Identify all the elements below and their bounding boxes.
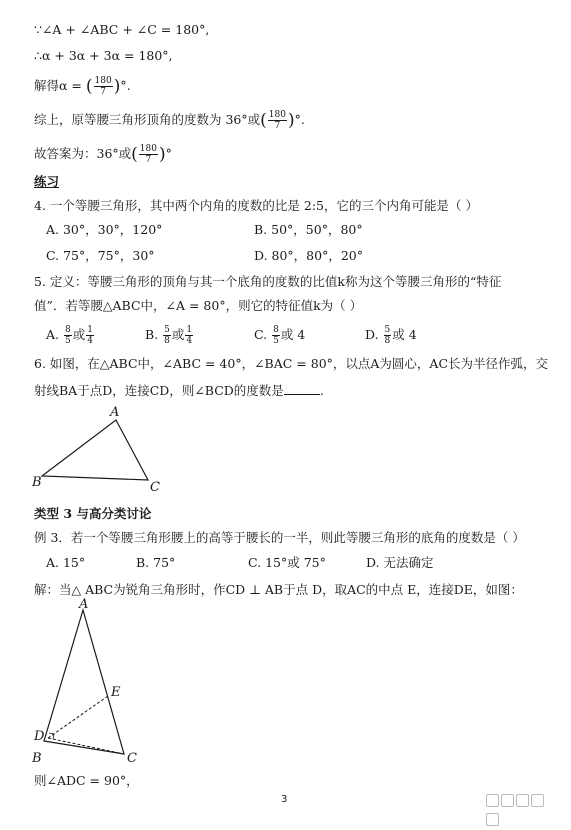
solution-line: 解：当△ ABC为锐角三角形时，作CD ⊥ AB于点 D，取AC的中点 E，连接DE，如图：	[34, 582, 523, 597]
numerator: 5	[384, 325, 391, 335]
toolbar-watermark-icon	[486, 792, 556, 806]
summary-line: 综上，原等腰三角形顶角的度数为 36°或( $\frac{180}{7}$ )°.	[34, 110, 305, 131]
proof-line-3: 解得α = ( $\frac{180}{7}$ )°.	[34, 76, 131, 97]
numerator: 8	[273, 325, 279, 335]
triangle-figure-2	[28, 596, 168, 766]
text: 故答案为：36°或	[34, 146, 132, 161]
label: A.	[46, 327, 60, 342]
text: 或 4	[392, 327, 417, 342]
fraction	[94, 76, 113, 97]
ex3-option-b: B. 75°	[136, 555, 176, 570]
text: 或 4	[280, 327, 306, 342]
fraction	[384, 325, 392, 346]
q5-option-c	[254, 325, 305, 346]
last-line: 则∠ADC = 90°，	[34, 773, 139, 788]
vertex-label-d: D	[34, 729, 45, 744]
text: .	[319, 383, 324, 398]
text: °	[165, 146, 172, 161]
text: 射线BA于点D，连接CD，则∠BCD的度数是	[34, 383, 284, 398]
denominator: 7	[100, 87, 106, 97]
numerator: 1	[87, 325, 93, 335]
answer-line: 故答案为：36°或( $\frac{180}{7}$ )°	[34, 144, 172, 165]
triangle-figure-1	[30, 404, 180, 496]
label: C.	[254, 327, 268, 342]
q6-stem-line-2	[34, 382, 324, 399]
denominator: 5	[65, 336, 71, 346]
q5-option-a	[46, 325, 95, 346]
q5-option-b	[145, 325, 194, 346]
numerator: 180	[268, 110, 286, 120]
fraction	[139, 144, 158, 165]
vertex-label-c: C	[127, 751, 137, 766]
q5-stem-line-2: 值”．若等腰△ABC中，∠A = 80°，则它的特征值k为（ ）	[34, 298, 363, 313]
vertex-label-a: A	[79, 597, 89, 612]
ex3-option-d: D. 无法确定	[366, 555, 434, 570]
q5-stem-line-1: 5. 定义：等腰三角形的顶角与其一个底角的度数的比值k称为这个等腰三角形的“特征	[34, 274, 502, 289]
vertex-label-e: E	[111, 685, 121, 700]
q5-option-d	[365, 325, 417, 346]
denominator: 7	[145, 155, 152, 165]
numerator: 5	[164, 325, 170, 335]
denominator: 8	[164, 336, 170, 346]
denominator: 8	[384, 336, 391, 346]
example3-stem: 例 3．若一个等腰三角形腰上的高等于腰长的一半，则此等腰三角形的底角的度数是（ ）	[34, 530, 525, 545]
numerator: 8	[65, 325, 71, 335]
fraction	[163, 325, 171, 346]
ex3-option-c: C. 15°或 75°	[248, 555, 326, 570]
triangle-abc-acute	[44, 610, 124, 754]
denominator: 4	[87, 336, 93, 346]
text: 综上，原等腰三角形顶角的度数为 36°或	[34, 112, 261, 127]
text: 或	[171, 327, 185, 342]
fraction	[272, 325, 280, 346]
ex3-option-a: A. 15°	[46, 555, 86, 570]
denominator: 7	[274, 121, 281, 131]
vertex-label-a: A	[110, 405, 120, 420]
denominator: 5	[273, 336, 279, 346]
fraction	[268, 110, 287, 131]
q4-option-d: D. 80°，80°，20°	[254, 248, 363, 263]
fraction	[86, 325, 94, 346]
text: 解得α =	[34, 78, 82, 93]
fraction	[185, 325, 193, 346]
numerator: 180	[139, 144, 157, 154]
vertex-label-b: B	[32, 475, 42, 490]
q4-option-c: C. 75°，75°，30°	[46, 248, 155, 263]
vertex-label-c: C	[150, 480, 160, 495]
label: D.	[365, 327, 379, 342]
segment-cd	[48, 738, 124, 754]
label: B.	[145, 327, 159, 342]
q4-option-a: A. 30°，30°，120°	[46, 222, 163, 237]
answer-blank[interactable]	[284, 382, 320, 395]
section-practice-heading: 练习	[34, 174, 60, 189]
q4-option-b: B. 50°，50°，80°	[254, 222, 363, 237]
denominator: 4	[186, 336, 193, 346]
text: °.	[294, 112, 305, 127]
proof-line-1: ∵∠A + ∠ABC + ∠C = 180°,	[34, 22, 210, 37]
q6-stem-line-1: 6. 如图，在△ABC中，∠ABC = 40°，∠BAC = 80°，以点A为圆心，AC长为半径作弧，交	[34, 356, 549, 371]
fraction	[64, 325, 72, 346]
triangle-abc	[42, 420, 148, 480]
section-type3-heading: 类型 3 与高分类讨论	[34, 506, 152, 521]
text: °.	[120, 78, 131, 93]
q4-stem: 4. 一个等腰三角形，其中两个内角的度数的比是 2:5，它的三个内角可能是（ ）	[34, 198, 478, 213]
numerator: 180	[94, 76, 112, 86]
text: 或	[72, 327, 86, 342]
segment-de	[48, 696, 108, 738]
vertex-label-b: B	[32, 751, 42, 766]
page-number: 3	[281, 794, 288, 805]
proof-line-2: ∴α + 3α + 3α = 180°,	[34, 48, 173, 63]
numerator: 1	[186, 325, 193, 335]
